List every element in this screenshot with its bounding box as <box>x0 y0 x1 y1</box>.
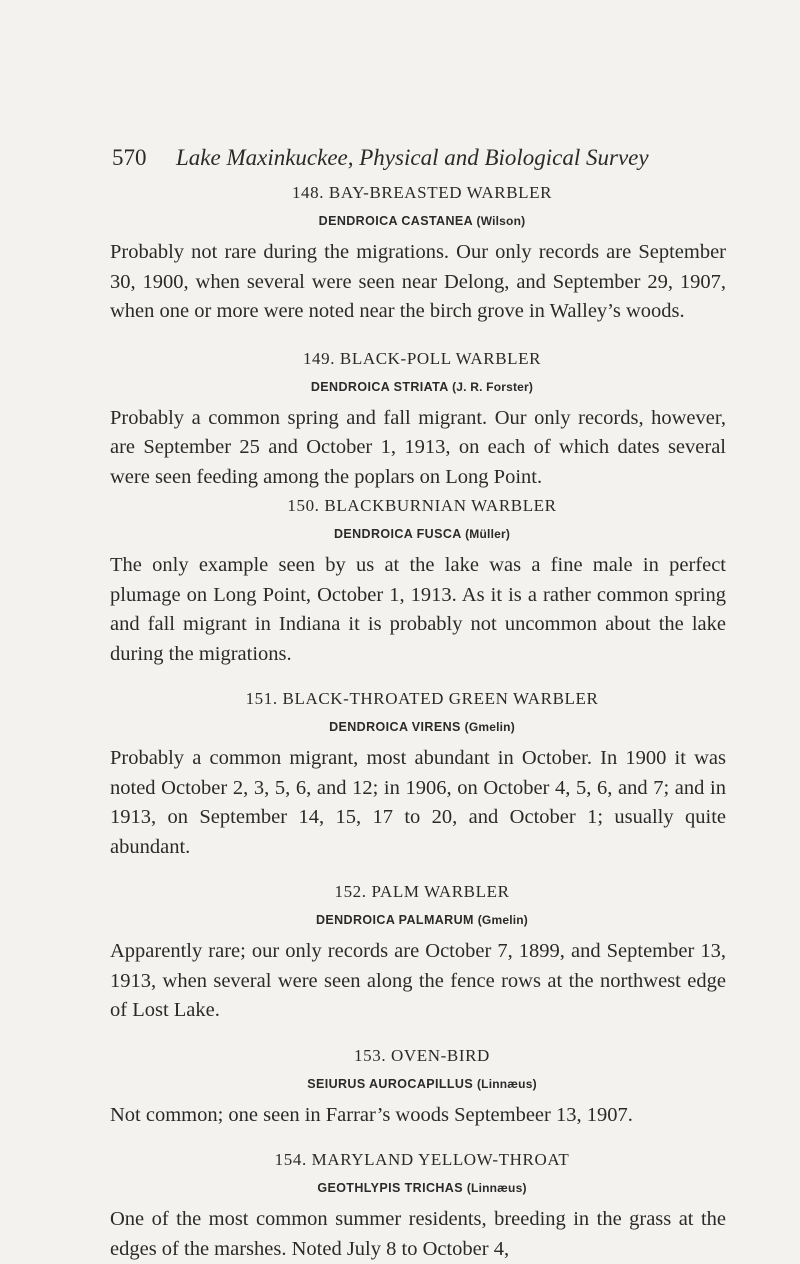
taxonomic-authority: (J. R. Forster) <box>452 379 534 394</box>
species-entry-154 <box>110 1149 726 1264</box>
species-description: Probably a common migrant, most abundant in October. In 1900 it was noted October 2, 3, 5, 6, and 12; in 1906, on October 4, 5, 6, and 7; and in 1913, on September 14, 15, 17 to 20, and October 1; usually quite abundant. <box>110 747 726 858</box>
species-description: Probably not rare during the migrations. Our only records are September 30, 1900, when several were seen near Delong, and September 29, 1907, when one or more were noted near the birch grove in Walley’s woods. <box>110 241 726 322</box>
taxonomic-authority: (Linnæus) <box>476 1076 537 1091</box>
taxonomic-authority: (Gmelin) <box>464 720 515 734</box>
scientific-name-line <box>110 719 726 735</box>
species-heading: 149. BLACK-POLL WARBLER <box>302 348 542 368</box>
scientific-name: DENDROICA PALMARUM <box>315 913 474 927</box>
taxonomic-authority: (Wilson) <box>476 214 526 228</box>
species-heading: 151. BLACK-THROATED GREEN WARBLER <box>245 689 599 708</box>
species-description: Probably a common spring and fall migrant. Our only records, however, are September 25 and October 1, 1913, on each of which dates several were seen feeding among the poplars on Long Point. <box>110 406 726 488</box>
scientific-name: GEOTHLYPIS TRICHAS <box>317 1181 463 1195</box>
taxonomic-authority: (Linnæus) <box>466 1181 527 1195</box>
species-description: One of the most common summer residents, breeding in the grass at the edges of the marshes. Noted July 8 to October 4, <box>110 1208 726 1260</box>
species-description: Not common; one seen in Farrar’s woods Septembeer 13, 1907. <box>110 1103 633 1126</box>
species-heading: 153. OVEN-BIRD <box>354 1045 490 1065</box>
scientific-name-line <box>110 526 726 542</box>
scientific-name-line <box>110 379 726 395</box>
species-entry-149 <box>110 348 726 493</box>
page-body <box>110 182 726 1264</box>
scientific-name-line <box>110 1180 726 1196</box>
scientific-name-line <box>110 1076 726 1092</box>
scientific-name: DENDROICA STRIATA <box>310 379 449 394</box>
species-entry-148 <box>110 182 726 327</box>
scientific-name-line <box>110 213 726 229</box>
species-heading: 148. BAY-BREASTED WARBLER <box>291 183 553 202</box>
species-entry-153 <box>110 1045 726 1131</box>
taxonomic-authority: (Gmelin) <box>477 913 529 927</box>
species-entry-152 <box>110 881 726 1026</box>
species-heading: 154. MARYLAND YELLOW-THROAT <box>274 1150 570 1169</box>
running-head <box>112 144 712 172</box>
species-description: Apparently rare; our only records are October 7, 1899, and September 13, 1913, when several were seen along the fence rows at the northwest edge of Lost Lake. <box>110 940 726 1021</box>
species-entry-151 <box>110 688 726 862</box>
scientific-name-line <box>110 912 726 928</box>
scientific-name: DENDROICA FUSCA <box>333 527 462 541</box>
journal-title: Lake Maxinkuckee, Physical and Biological Survey <box>176 145 649 170</box>
page-number: 570 <box>112 145 147 170</box>
taxonomic-authority: (Müller) <box>465 527 511 541</box>
species-heading: 152. PALM WARBLER <box>334 882 510 901</box>
species-description: The only example seen by us at the lake was a fine male in perfect plumage on Long Point, October 1, 1913. As it is a rather common spring and fall migrant in Indiana it is probably not uncommon about the lake during the migrations. <box>110 554 726 665</box>
scientific-name: SEIURUS AUROCAPILLUS <box>307 1076 474 1091</box>
species-entry-150 <box>110 495 726 669</box>
scientific-name: DENDROICA CASTANEA <box>318 214 473 228</box>
scientific-name: DENDROICA VIRENS <box>329 720 461 734</box>
species-heading: 150. BLACKBURNIAN WARBLER <box>287 496 557 515</box>
